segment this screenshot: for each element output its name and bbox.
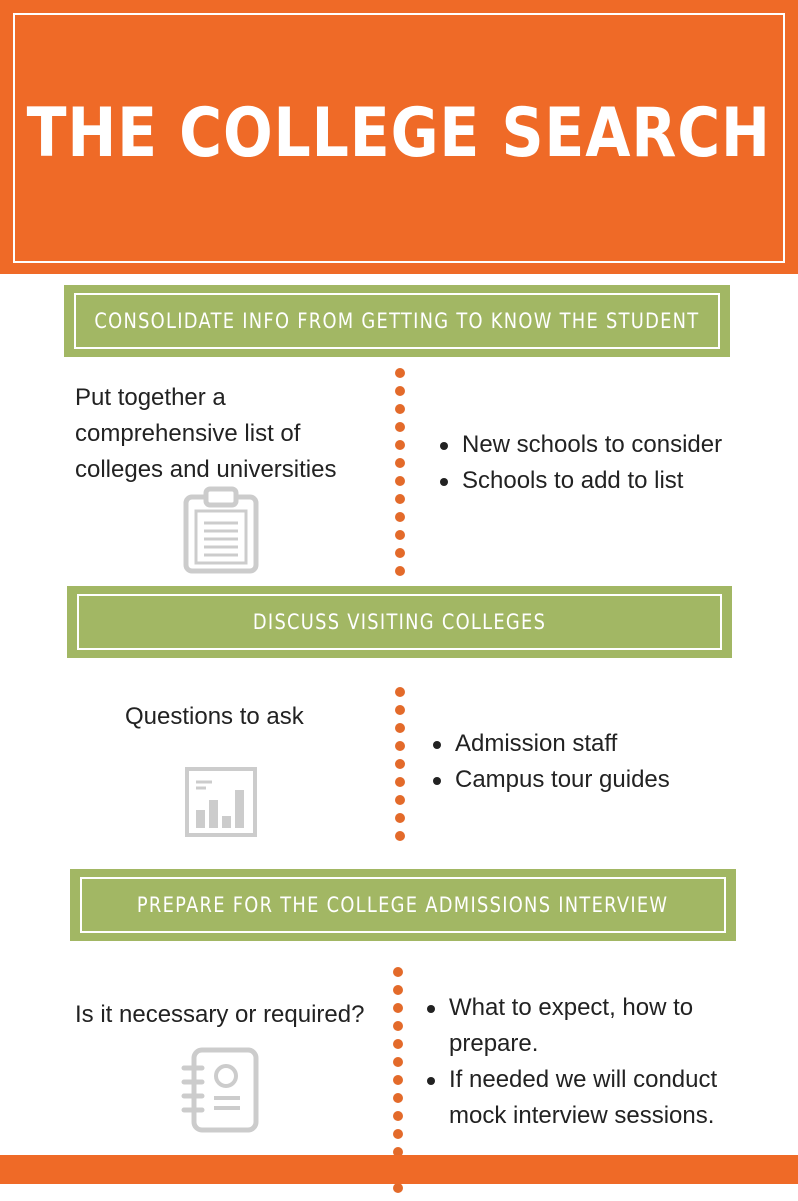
header-frame [13,13,785,263]
section-3-bullet-list [424,990,717,1134]
divider-dot [393,1111,403,1121]
divider-dot [393,1039,403,1049]
divider-dot [395,530,405,540]
bar-chart-icon [184,766,258,838]
divider-dot [393,1021,403,1031]
section-3-banner [70,869,736,941]
divider-dot [395,422,405,432]
list-item: Schools to add to list [437,463,722,499]
divider-dot [393,1003,403,1013]
list-item: Campus tour guides [430,762,670,798]
divider-dot [395,512,405,522]
list-item: New schools to consider [437,427,722,463]
divider-dot [393,1057,403,1067]
section-2-dotted-divider [395,687,405,849]
header-banner [0,0,798,274]
divider-dot [395,494,405,504]
divider-dot [395,386,405,396]
section-1-banner [64,285,730,357]
divider-dot [395,476,405,486]
divider-dot [395,404,405,414]
list-item: What to expect, how to prepare. [424,990,717,1062]
divider-dot [395,777,405,787]
section-2-bullet-list [430,726,670,798]
section-2-banner [67,586,732,658]
divider-dot [395,741,405,751]
divider-dot [393,1183,403,1193]
section-1-line-2: comprehensive list of [75,420,301,447]
page-title: THE COLLEGE SEARCH [26,93,772,173]
divider-dot [395,368,405,378]
divider-dot [395,723,405,733]
section-3-line-1: Is it necessary or required? [75,1001,365,1028]
clipboard-icon [182,485,260,575]
divider-dot [395,687,405,697]
divider-dot [395,566,405,576]
section-3-heading: PREPARE FOR THE COLLEGE ADMISSIONS INTERVIEW [137,893,669,917]
divider-dot [395,458,405,468]
section-1-line-3: colleges and universities [75,456,337,483]
section-1-line-1: Put together a [75,384,226,411]
divider-dot [393,1075,403,1085]
divider-dot [395,548,405,558]
divider-dot [395,440,405,450]
section-1-dotted-divider [395,368,405,584]
section-2-description [125,699,304,735]
divider-dot [393,1093,403,1103]
footer-bar [0,1155,798,1184]
section-1-bullet-list [437,427,722,499]
divider-dot [395,813,405,823]
section-1-description [75,380,375,488]
divider-dot [393,967,403,977]
section-2-heading: DISCUSS VISITING COLLEGES [252,610,547,634]
divider-dot [395,831,405,841]
section-1-heading: CONSOLIDATE INFO FROM GETTING TO KNOW THE STUDENT [94,309,700,333]
divider-dot [395,705,405,715]
section-2-line-1: Questions to ask [125,703,304,730]
divider-dot [395,795,405,805]
divider-dot [393,985,403,995]
divider-dot [393,1129,403,1139]
section-3-description [75,997,364,1033]
list-item: If needed we will conduct mock interview sessions. [424,1062,717,1134]
list-item: Admission staff [430,726,670,762]
contact-notebook-icon [178,1046,262,1134]
divider-dot [395,759,405,769]
